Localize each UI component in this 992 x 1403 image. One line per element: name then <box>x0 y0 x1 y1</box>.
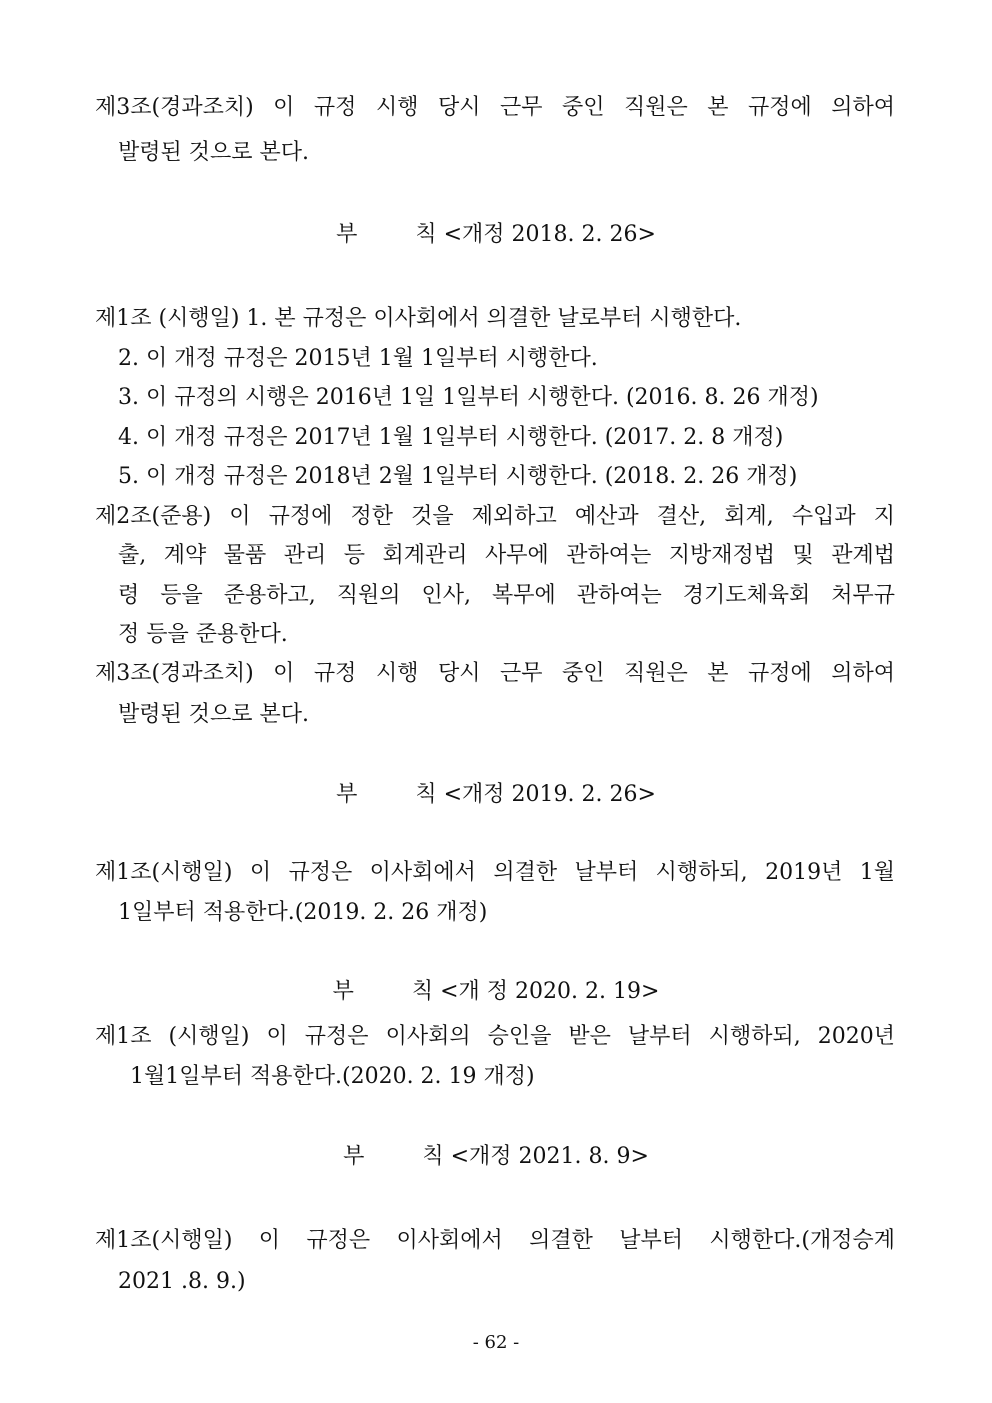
article-1-line-1: 제1조 (시행일) 1. 본 규정은 이사회에서 의결한 날로부터 시행한다. <box>95 306 742 331</box>
article-1-item-3: 3. 이 규정의 시행은 2016년 1일 1일부터 시행한다. (2016. 8. 26 개정) <box>118 385 819 410</box>
article-1-line-2: 1일부터 적용한다.(2019. 2. 26 개정) <box>118 900 488 925</box>
page-number: - 62 - <box>472 1332 520 1353</box>
heading-rest: 칙 <개정 2021. 8. 9> <box>422 1144 649 1169</box>
article-1-line-1: 제1조 (시행일) 이 규정은 이사회의 승인을 받은 날부터 시행하되, 2020년 <box>95 1024 895 1049</box>
article-1-item-5: 5. 이 개정 규정은 2018년 2월 1일부터 시행한다. (2018. 2. 26 개정) <box>118 464 798 489</box>
article-1-line-2: 1월1일부터 적용한다.(2020. 2. 19 개정) <box>130 1064 535 1089</box>
heading-bu: 부 <box>332 979 354 1004</box>
article-2-line-1: 제2조(준용) 이 규정에 정한 것을 제외하고 예산과 결산, 회계, 수입과 지 <box>95 504 895 529</box>
heading-rest: 칙 <개정 2019. 2. 26> <box>415 782 656 807</box>
heading-bu: 부 <box>336 782 358 807</box>
article-3-line-1: 제3조(경과조치) 이 규정 시행 당시 근무 중인 직원은 본 규정에 의하여 <box>95 661 895 686</box>
article-1-item-4: 4. 이 개정 규정은 2017년 1월 1일부터 시행한다. (2017. 2. 8 개정) <box>118 425 784 450</box>
article-1-line-1: 제1조(시행일) 이 규정은 이사회에서 의결한 날부터 시행하되, 2019년 1월 <box>95 860 895 885</box>
addenda-heading-2021 <box>0 1142 992 1172</box>
article-2-line-4: 정 등을 준용한다. <box>118 622 288 647</box>
heading-bu: 부 <box>343 1144 365 1169</box>
article-2-line-3: 령 등을 준용하고, 직원의 인사, 복무에 관하여는 경기도체육회 처무규 <box>118 583 895 608</box>
heading-bu: 부 <box>336 222 358 247</box>
article-3-line-1: 제3조(경과조치) 이 규정 시행 당시 근무 중인 직원은 본 규정에 의하여 <box>95 95 895 120</box>
addenda-heading-2020 <box>0 977 992 1007</box>
article-1-line-1: 제1조(시행일) 이 규정은 이사회에서 의결한 날부터 시행한다.(개정승계 <box>95 1228 895 1253</box>
addenda-heading-2018 <box>0 220 992 250</box>
article-3-line-2: 발령된 것으로 본다. <box>118 702 309 727</box>
article-1-item-2: 2. 이 개정 규정은 2015년 1월 1일부터 시행한다. <box>118 346 598 371</box>
article-2-line-2: 출, 계약 물품 관리 등 회계관리 사무에 관하여는 지방재정법 및 관계법 <box>118 543 895 568</box>
addenda-heading-2019 <box>0 780 992 810</box>
heading-rest: 칙 <개정 2018. 2. 26> <box>415 222 656 247</box>
article-3-line-2: 발령된 것으로 본다. <box>118 140 309 165</box>
heading-rest: 칙 <개 정 2020. 2. 19> <box>411 979 660 1004</box>
article-1-line-2: 2021 .8. 9.) <box>118 1269 246 1294</box>
